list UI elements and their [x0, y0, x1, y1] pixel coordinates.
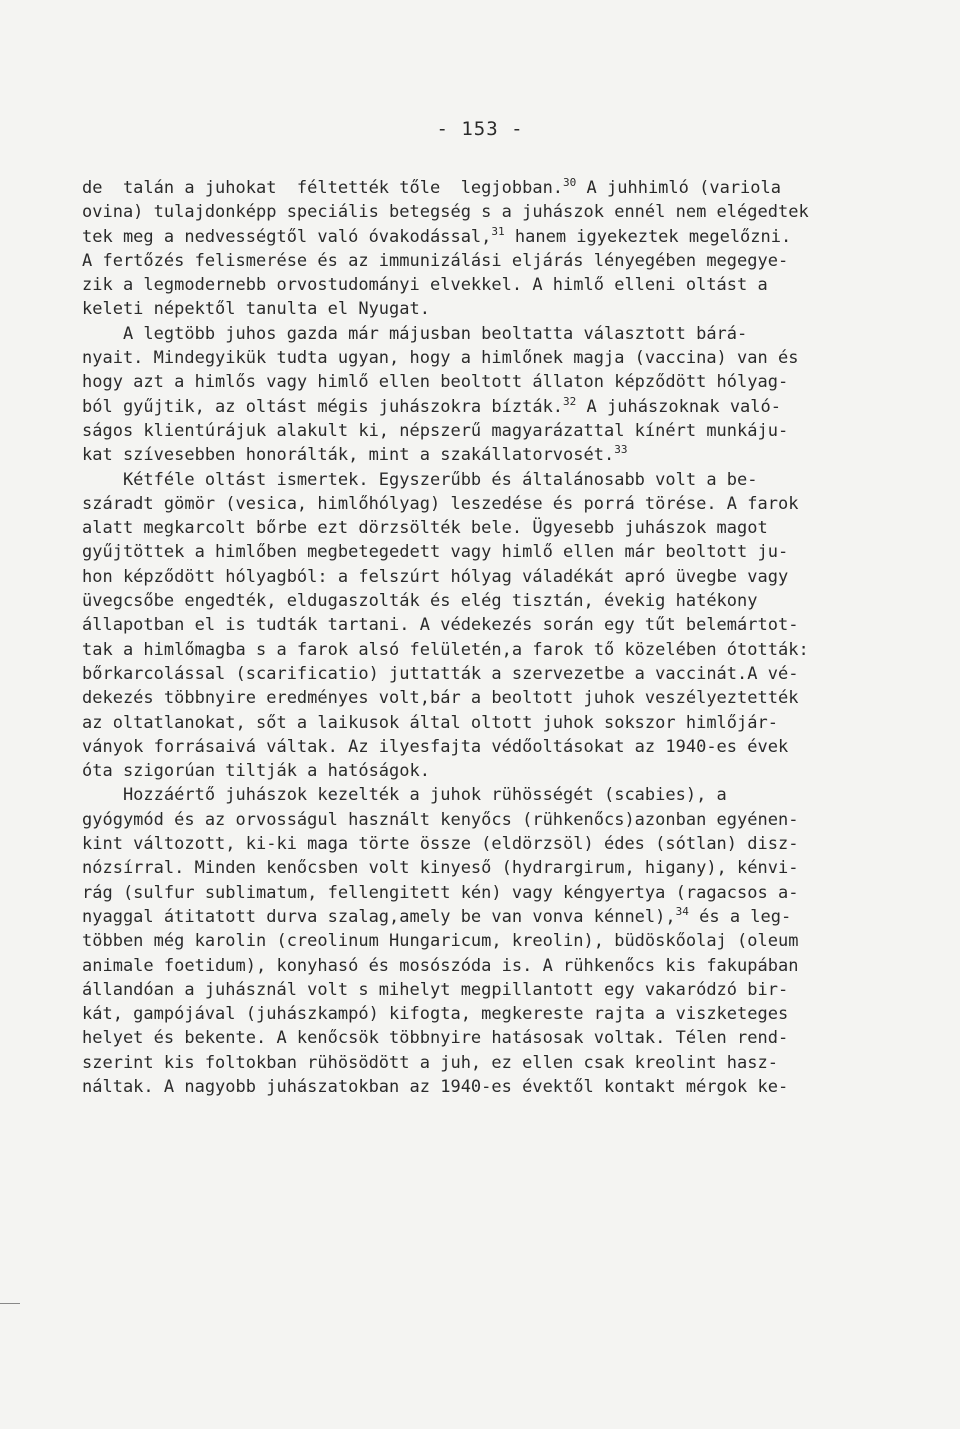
text-run: hon képződött hólyagból: a felszúrt hólyag váladékát apró üvegbe vagy — [82, 566, 789, 587]
text-run: szerint kis foltokban rühösödött a juh, ez ellen csak kreolint hasz- — [82, 1052, 778, 1073]
footnote-marker: 33 — [614, 443, 628, 457]
text-line — [82, 273, 882, 297]
text-run: rág (sulfur sublimatum, fellengitett kén) vagy kéngyertya (ragacsos a- — [82, 882, 799, 903]
footnote-marker: 31 — [491, 224, 505, 238]
text-line — [82, 613, 882, 637]
text-line — [82, 589, 882, 613]
footnote-marker: 34 — [675, 904, 689, 918]
text-run: A fertőzés felismerése és az immunizálási eljárás lényegében megegye- — [82, 250, 789, 271]
text-line — [82, 978, 882, 1002]
text-line — [82, 929, 882, 953]
text-run: ványok forrásaivá váltak. Az ilyesfajta védőoltásokat az 1940-es évek — [82, 736, 789, 757]
text-line — [82, 443, 882, 467]
footnote-divider — [0, 1303, 20, 1304]
text-run: keleti népektől tanulta el Nyugat. — [82, 299, 430, 320]
text-run: hanem igyekeztek megelőzni. — [504, 226, 792, 247]
text-line — [82, 492, 882, 516]
text-line — [82, 249, 882, 273]
text-line — [82, 1002, 882, 1026]
text-run: Kétféle oltást ismertek. Egyszerűbb és általánosabb volt a be- — [82, 469, 758, 490]
text-line — [82, 905, 882, 929]
text-line — [82, 735, 882, 759]
text-run: nyait. Mindegyikük tudta ugyan, hogy a himlőnek magja (vaccina) van és — [82, 348, 799, 369]
text-line — [82, 662, 882, 686]
text-line — [82, 686, 882, 710]
text-line — [82, 783, 882, 807]
footnote-marker: 32 — [563, 394, 577, 408]
text-run: de talán a juhokat féltették tőle legjobban. — [82, 178, 564, 198]
text-run: animale foetidum), konyhasó és mosószóda is. A rühkenőcs kis fakupában — [82, 955, 799, 976]
text-line — [82, 468, 882, 492]
text-line — [82, 395, 882, 419]
text-run: kat szívesebben honorálták, mint a szakállatorvosét. — [82, 445, 615, 466]
text-line — [82, 954, 882, 978]
text-line — [82, 419, 882, 443]
text-run: A legtöbb juhos gazda már májusban beoltatta választott bárá- — [82, 323, 748, 344]
text-line — [82, 346, 882, 370]
text-run: száradt gömör (vesica, himlőhólyag) leszedése és porrá törése. A farok — [82, 493, 799, 514]
text-run: ból gyűjtik, az oltást mégis juhászokra bízták. — [82, 396, 564, 417]
text-run: tek meg a nedvességtől való óvakodással, — [82, 226, 492, 247]
text-line — [82, 856, 882, 880]
text-line — [82, 322, 882, 346]
text-run: óta szigorúan tiltják a hatóságok. — [82, 761, 430, 782]
text-run: és a leg- — [688, 906, 792, 927]
page-number: - 153 - — [436, 118, 524, 140]
text-line — [82, 200, 882, 224]
text-line — [82, 881, 882, 905]
footnote-marker: 30 — [563, 176, 577, 189]
text-run: alatt megkarcolt bőrbe ezt dörzsölték bele. Ügyesebb juhászok magot — [82, 518, 768, 539]
text-run: ságos klientúrájuk alakult ki, népszerű magyarázattal kínért munkáju- — [82, 420, 789, 441]
text-run: kát, gampójával (juhászkampó) kifogta, megkereste rajta a viszketeges — [82, 1004, 789, 1025]
text-run: A juhászoknak való- — [576, 396, 781, 417]
text-line — [82, 832, 882, 856]
text-line — [82, 565, 882, 589]
text-line — [82, 176, 882, 200]
text-run: bőrkarcolással (scarificatio) juttatták a szervezetbe a vaccinát.A vé- — [82, 663, 799, 684]
text-run: zik a legmodernebb orvostudományi elvekkel. A himlő elleni oltást a — [82, 275, 768, 296]
text-run: gyógymód és az orvosságul használt kenyőcs (rühkenőcs)azonban egyénen- — [82, 809, 799, 830]
text-run: A juhhimló (variola — [576, 178, 781, 198]
text-line — [82, 1051, 882, 1075]
text-line — [82, 1026, 882, 1050]
text-run: kint változott, ki-ki maga törte össze (eldörzsöl) édes (sótlan) disz- — [82, 834, 799, 855]
text-line — [82, 638, 882, 662]
text-run: náltak. A nagyobb juhászatokban az 1940-es évektől kontakt mérgok ke- — [82, 1076, 789, 1097]
text-run: nyaggal átitatott durva szalag,amely be van vonva kénnel), — [82, 906, 676, 927]
text-run: állapotban el is tudták tartani. A védekezés során egy tűt belemártot- — [82, 615, 799, 636]
text-line — [82, 1075, 882, 1099]
text-run: dekezés többnyire eredményes volt,bár a beoltott juhok veszélyeztették — [82, 688, 799, 709]
text-run: többen még karolin (creolinum Hungaricum, kreolin), büdöskőolaj (oleum — [82, 931, 799, 952]
body-text — [82, 176, 882, 1099]
text-line — [82, 711, 882, 735]
text-run: ovina) tulajdonképp speciális betegség s a juhászok ennél nem elégedtek — [82, 202, 809, 223]
text-run: tak a himlőmagba s a farok alsó felületén,a farok tő közelében ótották: — [82, 639, 809, 660]
text-run: üvegcsőbe engedték, eldugaszolták és elég tisztán, évekig hatékony — [82, 591, 758, 612]
text-line — [82, 297, 882, 321]
text-run: gyűjtöttek a himlőben megbetegedett vagy himlő ellen már beoltott ju- — [82, 542, 789, 563]
text-run: Hozzáértő juhászok kezelték a juhok rühösségét (scabies), a — [82, 785, 727, 806]
text-run: állandóan a juhásznál volt s mihelyt megpillantott egy vakaródzó bir- — [82, 979, 789, 1000]
text-run: nózsírral. Minden kenőcsben volt kinyeső (hydrargirum, higany), kénvi- — [82, 858, 799, 879]
text-line — [82, 225, 882, 249]
text-run: hogy azt a himlős vagy himlő ellen beoltott állaton képződött hólyag- — [82, 372, 789, 393]
text-run: az oltatlanokat, sőt a laikusok által oltott juhok sokszor himlőjár- — [82, 712, 778, 733]
text-line — [82, 759, 882, 783]
text-line — [82, 370, 882, 394]
text-line — [82, 808, 882, 832]
text-run: helyet és bekente. A kenőcsök többnyire hatásosak voltak. Télen rend- — [82, 1028, 789, 1049]
text-line — [82, 540, 882, 564]
text-line — [82, 516, 882, 540]
